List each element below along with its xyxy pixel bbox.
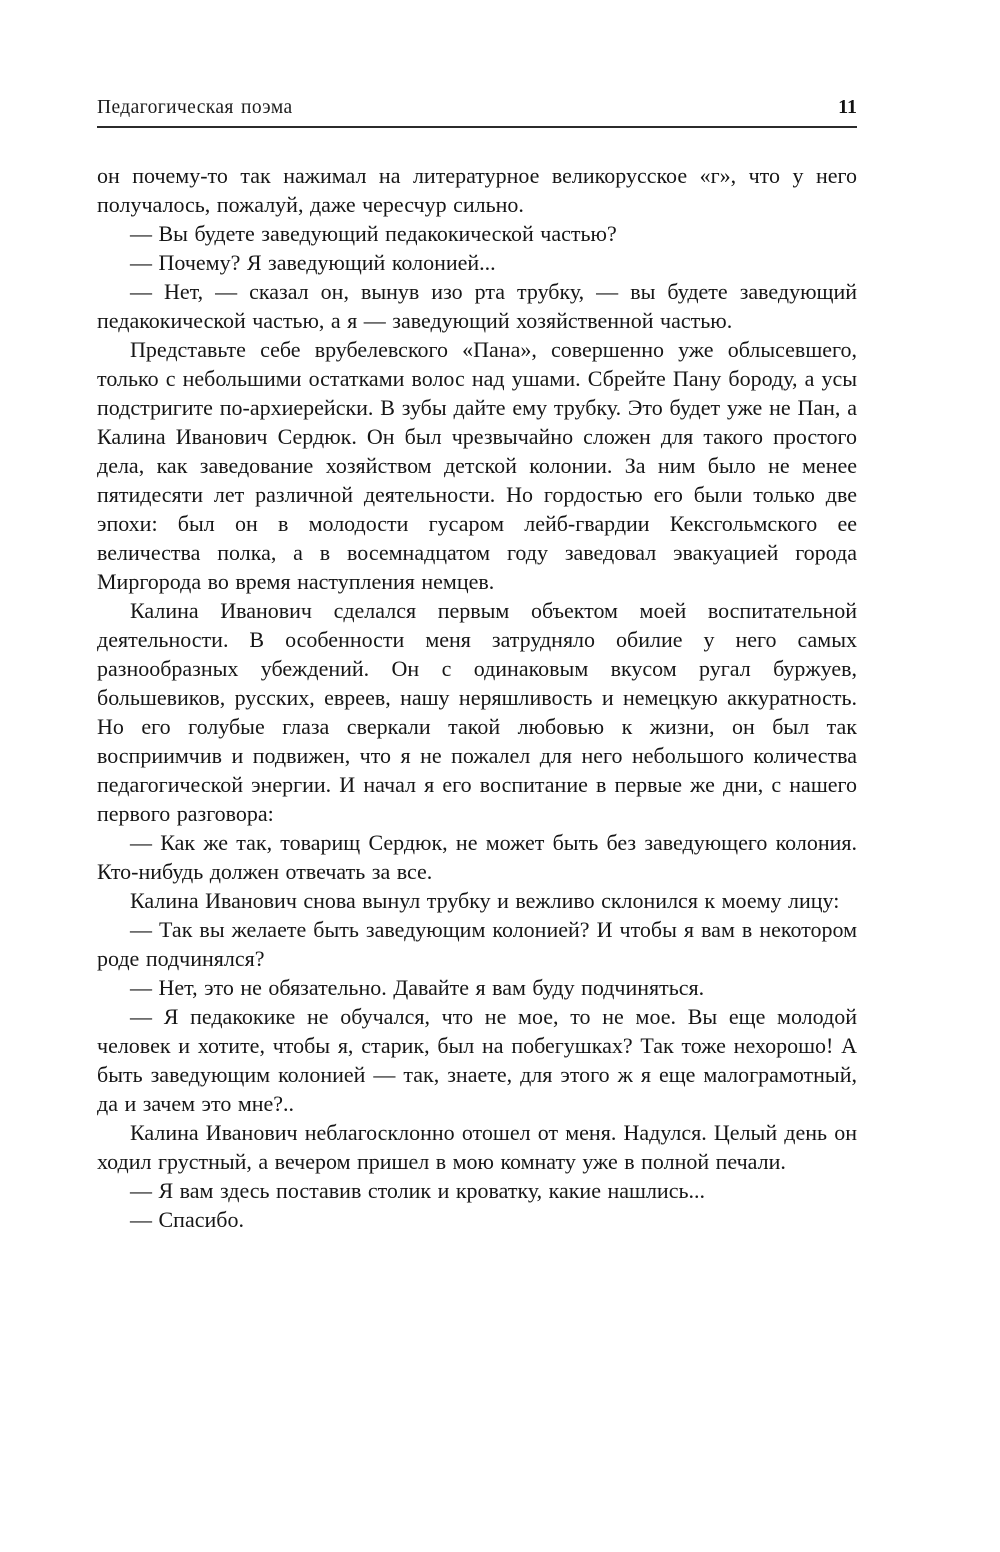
paragraph: — Я вам здесь поставив столик и кроватку, какие нашлись... bbox=[130, 1178, 705, 1203]
paragraph: Калина Иванович сделался первым объектом моей воспитательной деятельности. В особенности меня затрудняло обилие у него самых разнообразных убеждений. Он с одинаковым вкусом ругал буржуев, большевиков, русских, евреев, нашу неряшливость и немецкую аккуратность. Но его голубые глаза сверкали такой любовью к жизни, он был так восприимчив и подвижен, что я не пожалел для него небольшого количества педагогической энергии. И начал я его воспитание в первые же дни, с нашего первого разговора: bbox=[97, 598, 857, 826]
paragraph: — Так вы желаете быть заведующим колонией? И чтобы я вам в некотором роде подчинялся? bbox=[97, 917, 857, 971]
running-title: Педагогическая поэма bbox=[97, 97, 293, 118]
paragraph: — Нет, — сказал он, вынув изо рта трубку, — вы будете заведующий педакокической частью, а я — заведующий хозяйственной частью. bbox=[97, 279, 857, 333]
page-number: 11 bbox=[838, 96, 857, 118]
page-header bbox=[97, 96, 857, 128]
paragraph: — Спасибо. bbox=[130, 1207, 244, 1232]
paragraph: Калина Иванович снова вынул трубку и вежливо склонился к моему лицу: bbox=[130, 888, 840, 913]
paragraph: — Вы будете заведующий педакокической частью? bbox=[130, 221, 617, 246]
paragraph: — Я педакокике не обучался, что не мое, то не мое. Вы еще молодой человек и хотите, чтобы я, старик, был на побегушках? Так тоже нехорошо! А быть заведующим колонией — так, знаете, для этого ж я еще малограмотный, да и зачем это мне?.. bbox=[97, 1004, 857, 1116]
paragraph: — Нет, это не обязательно. Давайте я вам буду подчиняться. bbox=[130, 975, 705, 1000]
paragraph: Представьте себе врубелевского «Пана», совершенно уже облысевшего, только с небольшими остатками волос над ушами. Сбрейте Пану бороду, а усы подстригите по-архиерейски. В зубы дайте ему трубку. Это будет уже не Пан, а Калина Иванович Сердюк. Он был чрезвычайно сложен для такого простого дела, как заведование хозяйством детской колонии. За ним было не менее пятидесяти лет различной деятельности. Но гордостью его были только две эпохи: был он в молодости гусаром лейб-гвардии Кексгольмского ее величества полка, а в восемнадцатом году заведовал эвакуацией города Миргорода во время наступления немцев. bbox=[97, 337, 857, 594]
paragraph: — Как же так, товарищ Сердюк, не может быть без заведующего колония. Кто-нибудь должен отвечать за все. bbox=[97, 830, 857, 884]
paragraph: Калина Иванович неблагосклонно отошел от меня. Надулся. Целый день он ходил грустный, а вечером пришел в мою комнату уже в полной печали. bbox=[97, 1120, 857, 1174]
paragraph: он почему-то так нажимал на литературное великорусское «г», что у него получалось, пожалуй, даже чересчур сильно. bbox=[97, 163, 857, 217]
paragraph: — Почему? Я заведующий колонией... bbox=[130, 250, 496, 275]
text-block bbox=[97, 161, 857, 1234]
